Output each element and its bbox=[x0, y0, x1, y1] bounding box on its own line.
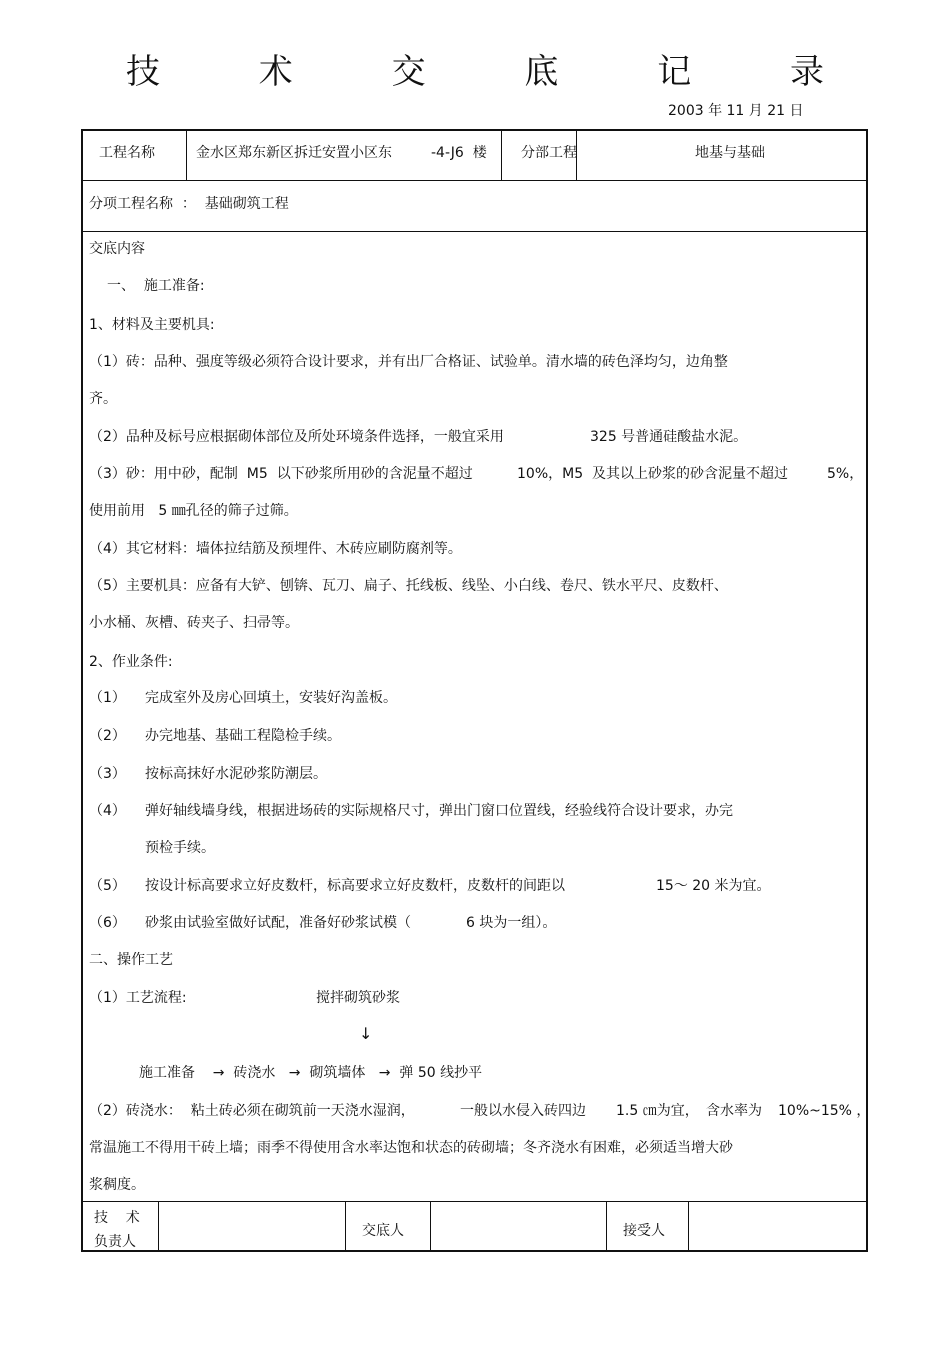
text-line: 325 号普通硅酸盐水泥。 bbox=[590, 429, 748, 445]
text-line: 弹好轴线墙身线，根据进场砖的实际规格尺寸，弹出门窗口位置线，经验线符合设计要求，办完 bbox=[145, 803, 733, 819]
column-divider bbox=[606, 1201, 607, 1252]
subsection-heading: 1、材料及主要机具: bbox=[89, 317, 215, 333]
content-heading: 交底内容 bbox=[89, 241, 145, 257]
text-line: 砂浆由试验室做好试配，准备好砂浆试模（ bbox=[145, 915, 411, 931]
text-line: 预检手续。 bbox=[145, 840, 215, 856]
text-line: 按标高抹好水泥砂浆防潮层。 bbox=[145, 766, 327, 782]
column-divider bbox=[688, 1201, 689, 1252]
item-number: （4） bbox=[89, 803, 126, 819]
text-line: （4）其它材料：墙体拉结筋及预埋件、木砖应刷防腐剂等。 bbox=[89, 541, 462, 557]
column-divider bbox=[501, 129, 502, 180]
column-divider bbox=[430, 1201, 431, 1252]
row-divider bbox=[81, 1201, 868, 1202]
tech-lead-label: 技 术 bbox=[94, 1210, 140, 1226]
project-building-value: -4-J6 楼 bbox=[431, 145, 487, 161]
document-date: 2003 年 11 月 21 日 bbox=[668, 103, 804, 119]
division-label: 分部工程 bbox=[521, 145, 577, 161]
text-line: 10%~15% ， bbox=[778, 1103, 871, 1119]
text-line: （2）砖浇水： 粘土砖必须在砌筑前一天浇水湿润， bbox=[89, 1103, 415, 1119]
text-line: 10%，M5 及其以上砂浆的砂含泥量不超过 bbox=[517, 466, 789, 482]
project-name-label: 工程名称 bbox=[99, 145, 155, 161]
text-line: （1）工艺流程: bbox=[89, 990, 187, 1006]
text-line: （3）砂：用中砂，配制 M5 以下砂浆所用砂的含泥量不超过 bbox=[89, 466, 473, 482]
text-line: 完成室外及房心回填土，安装好沟盖板。 bbox=[145, 690, 397, 706]
process-flow: 施工准备 → 砖浇水 → 砌筑墙体 → 弹 50 线抄平 bbox=[139, 1065, 483, 1081]
text-line: 一般以水侵入砖四边 bbox=[460, 1103, 586, 1119]
text-line: 1.5 ㎝为宜， bbox=[616, 1103, 699, 1119]
flow-top-step: 搅拌砌筑砂浆 bbox=[316, 990, 400, 1006]
text-line: 浆稠度。 bbox=[89, 1177, 145, 1193]
text-line: （1）砖：品种、强度等级必须符合设计要求，并有出厂合格证、试验单。清水墙的砖色泽均匀，边角整 bbox=[89, 354, 728, 370]
text-line: 办完地基、基础工程隐检手续。 bbox=[145, 728, 341, 744]
row-divider bbox=[81, 180, 868, 181]
text-line: 使用前用 5 ㎜孔径的筛子过筛。 bbox=[89, 503, 298, 519]
text-line: 5%， bbox=[827, 466, 864, 482]
item-number: （6） bbox=[89, 915, 126, 931]
handover-label: 交底人 bbox=[362, 1223, 404, 1239]
column-divider bbox=[186, 129, 187, 180]
text-line: 齐。 bbox=[89, 391, 117, 407]
subitem-name: 分项工程名称 ： 基础砌筑工程 bbox=[89, 196, 289, 212]
subsection-heading: 2、作业条件: bbox=[89, 654, 173, 670]
division-value: 地基与基础 bbox=[695, 145, 765, 161]
text-line: 15～ 20 米为宜。 bbox=[656, 878, 771, 894]
section-heading: 一、 施工准备: bbox=[107, 278, 205, 294]
section-heading: 二、操作工艺 bbox=[89, 952, 173, 968]
text-line: 含水率为 bbox=[706, 1103, 762, 1119]
receiver-label: 接受人 bbox=[623, 1223, 665, 1239]
item-number: （2） bbox=[89, 728, 126, 744]
row-divider bbox=[81, 231, 868, 232]
tech-lead-label-2: 负责人 bbox=[94, 1234, 136, 1250]
text-line: 按设计标高要求立好皮数杆，标高要求立好皮数杆，皮数杆的间距以 bbox=[145, 878, 565, 894]
document-title: 技 术 交 底 记 录 bbox=[125, 52, 869, 92]
column-divider bbox=[158, 1201, 159, 1252]
item-number: （3） bbox=[89, 766, 126, 782]
item-number: （5） bbox=[89, 878, 126, 894]
item-number: （1） bbox=[89, 690, 126, 706]
arrow-down-icon: ↓ bbox=[359, 1024, 373, 1043]
text-line: （5）主要机具：应备有大铲、刨锛、瓦刀、扁子、托线板、线坠、小白线、卷尺、铁水平尺、皮数杆、 bbox=[89, 578, 728, 594]
project-name-value: 金水区郑东新区拆迁安置小区东 bbox=[196, 145, 392, 161]
column-divider bbox=[345, 1201, 346, 1252]
text-line: 小水桶、灰槽、砖夹子、扫帚等。 bbox=[89, 615, 299, 631]
text-line: 常温施工不得用干砖上墙；雨季不得使用含水率达饱和状态的砖砌墙；冬齐浇水有困难，必须适当增大砂 bbox=[89, 1140, 733, 1156]
text-line: 6 块为一组）。 bbox=[466, 915, 557, 931]
text-line: （2）品种及标号应根据砌体部位及所处环境条件选择，一般宜采用 bbox=[89, 429, 504, 445]
